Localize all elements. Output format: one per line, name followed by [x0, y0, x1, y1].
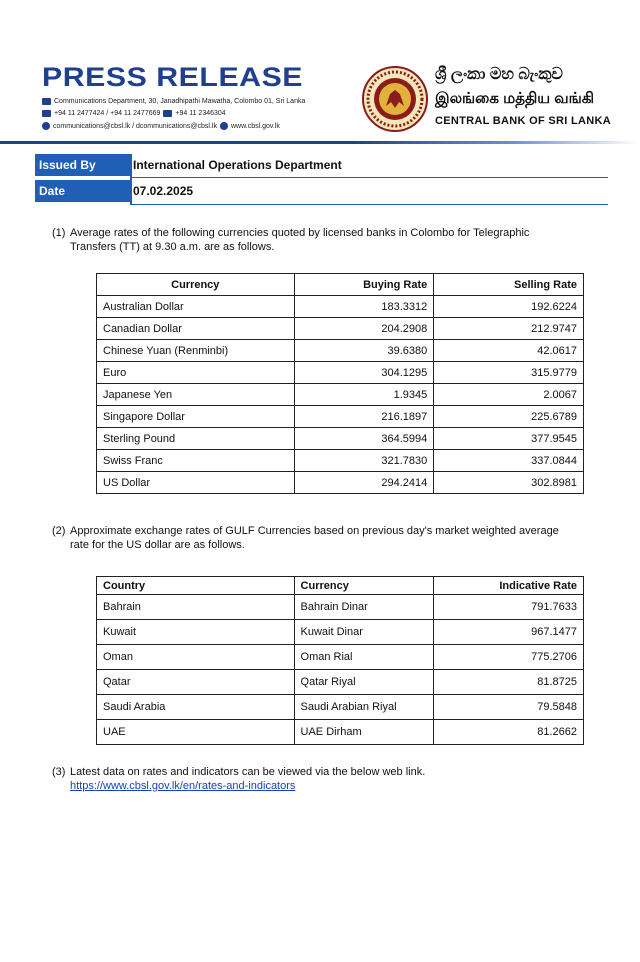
selling-rate-cell: 377.9545 [434, 428, 584, 450]
buying-rate-cell: 204.2908 [294, 318, 434, 340]
currency-cell: Bahrain Dinar [294, 595, 434, 620]
selling-rate-cell: 225.6789 [434, 406, 584, 428]
currency-cell: Qatar Riyal [294, 670, 434, 695]
currency-cell: Euro [97, 362, 295, 384]
issued-by-label: Issued By [35, 154, 130, 176]
column-header: Buying Rate [294, 274, 434, 296]
table-row [97, 340, 584, 362]
column-header: Currency [294, 577, 434, 595]
header-divider [0, 141, 640, 144]
selling-rate-cell: 302.8981 [434, 472, 584, 494]
info-divider [130, 177, 608, 178]
section-1-text [52, 226, 610, 254]
fax-icon [163, 110, 172, 117]
table-row [97, 318, 584, 340]
buying-rate-cell: 183.3312 [294, 296, 434, 318]
section-2-text [52, 524, 610, 552]
section-3-line: Latest data on rates and indicators can be viewed via the below web link. [70, 766, 426, 778]
country-cell: UAE [97, 720, 295, 745]
country-cell: Qatar [97, 670, 295, 695]
table-row [97, 645, 584, 670]
currency-cell: Kuwait Dinar [294, 620, 434, 645]
phone-line [42, 110, 226, 117]
country-cell: Oman [97, 645, 295, 670]
buying-rate-cell: 321.7830 [294, 450, 434, 472]
selling-rate-cell: 192.6224 [434, 296, 584, 318]
website-text[interactable]: www.cbsl.gov.lk [231, 122, 280, 130]
bank-name-english: CENTRAL BANK OF SRI LANKA [435, 115, 611, 127]
email-icon [42, 122, 50, 130]
table-row [97, 362, 584, 384]
column-header: Indicative Rate [434, 577, 584, 595]
info-bottom-border [130, 204, 608, 205]
currency-cell: Swiss Franc [97, 450, 295, 472]
column-header: Country [97, 577, 295, 595]
currency-cell: Singapore Dollar [97, 406, 295, 428]
info-separator [130, 154, 132, 204]
buying-rate-cell: 294.2414 [294, 472, 434, 494]
indicative-rate-cell: 967.1477 [434, 620, 584, 645]
currency-cell: Canadian Dollar [97, 318, 295, 340]
column-header: Selling Rate [434, 274, 584, 296]
table-row [97, 450, 584, 472]
date-label: Date [35, 180, 130, 202]
currency-cell: Chinese Yuan (Renminbi) [97, 340, 295, 362]
phone-icon [42, 110, 51, 117]
table-row [97, 595, 584, 620]
table-row [97, 406, 584, 428]
section-1-line1: Average rates of the following currencies quoted by licensed banks in Colombo for Telegraphic [70, 227, 530, 239]
table-header-row [97, 274, 584, 296]
central-bank-seal-icon [362, 66, 428, 132]
selling-rate-cell: 42.0617 [434, 340, 584, 362]
phone-text: +94 11 2477424 / +94 11 2477669 [54, 110, 161, 117]
table-row [97, 428, 584, 450]
bank-name-sinhala: ශ්‍රී ලංකා මහ බැංකුව [435, 66, 563, 83]
country-cell: Saudi Arabia [97, 695, 295, 720]
selling-rate-cell: 337.0844 [434, 450, 584, 472]
building-icon [42, 98, 51, 105]
rates-indicators-link[interactable]: https://www.cbsl.gov.lk/en/rates-and-indicators [70, 780, 296, 792]
selling-rate-cell: 2.0067 [434, 384, 584, 406]
country-cell: Kuwait [97, 620, 295, 645]
table-header-row [97, 577, 584, 595]
email-text[interactable]: communications@cbsl.lk / dcommunications@cbsl.lk [53, 122, 217, 130]
gulf-rates-table [96, 576, 584, 745]
currency-cell: US Dollar [97, 472, 295, 494]
selling-rate-cell: 212.9747 [434, 318, 584, 340]
currency-cell: Saudi Arabian Riyal [294, 695, 434, 720]
table-row [97, 670, 584, 695]
buying-rate-cell: 304.1295 [294, 362, 434, 384]
indicative-rate-cell: 81.8725 [434, 670, 584, 695]
address-line [42, 98, 305, 105]
column-header: Currency [97, 274, 295, 296]
section-3-number: (3) [52, 766, 66, 778]
section-3-text [52, 765, 610, 793]
date-value: 07.02.2025 [133, 184, 194, 198]
table-row [97, 720, 584, 745]
email-line [42, 122, 280, 130]
buying-rate-cell: 216.1897 [294, 406, 434, 428]
currency-cell: Australian Dollar [97, 296, 295, 318]
table-row [97, 620, 584, 645]
bank-name-tamil: இலங்கை மத்திய வங்கி [435, 90, 595, 107]
press-release-title: PRESS RELEASE [42, 62, 304, 92]
buying-rate-cell: 364.5994 [294, 428, 434, 450]
currency-cell: UAE Dirham [294, 720, 434, 745]
web-icon [220, 122, 228, 130]
section-1-number: (1) [52, 227, 66, 239]
table-row [97, 472, 584, 494]
issued-by-value: International Operations Department [133, 158, 342, 172]
section-2-line2: rate for the US dollar are as follows. [70, 539, 245, 551]
section-2-line1: Approximate exchange rates of GULF Currencies based on previous day's market weighted average [70, 525, 559, 537]
buying-rate-cell: 1.9345 [294, 384, 434, 406]
indicative-rate-cell: 79.5848 [434, 695, 584, 720]
country-cell: Bahrain [97, 595, 295, 620]
currency-cell: Japanese Yen [97, 384, 295, 406]
buying-rate-cell: 39.6380 [294, 340, 434, 362]
currency-cell: Oman Rial [294, 645, 434, 670]
table-row [97, 695, 584, 720]
indicative-rate-cell: 81.2662 [434, 720, 584, 745]
section-1-line2: Transfers (TT) at 9.30 a.m. are as follows. [70, 241, 275, 253]
selling-rate-cell: 315.9779 [434, 362, 584, 384]
indicative-rate-cell: 775.2706 [434, 645, 584, 670]
table-row [97, 296, 584, 318]
address-text: Communications Department, 30, Janadhipathi Mawatha, Colombo 01, Sri Lanka [54, 98, 306, 105]
fax-text: +94 11 2346304 [175, 110, 226, 117]
table-row [97, 384, 584, 406]
indicative-rate-cell: 791.7633 [434, 595, 584, 620]
tt-rates-table [96, 273, 584, 494]
currency-cell: Sterling Pound [97, 428, 295, 450]
section-2-number: (2) [52, 525, 66, 537]
